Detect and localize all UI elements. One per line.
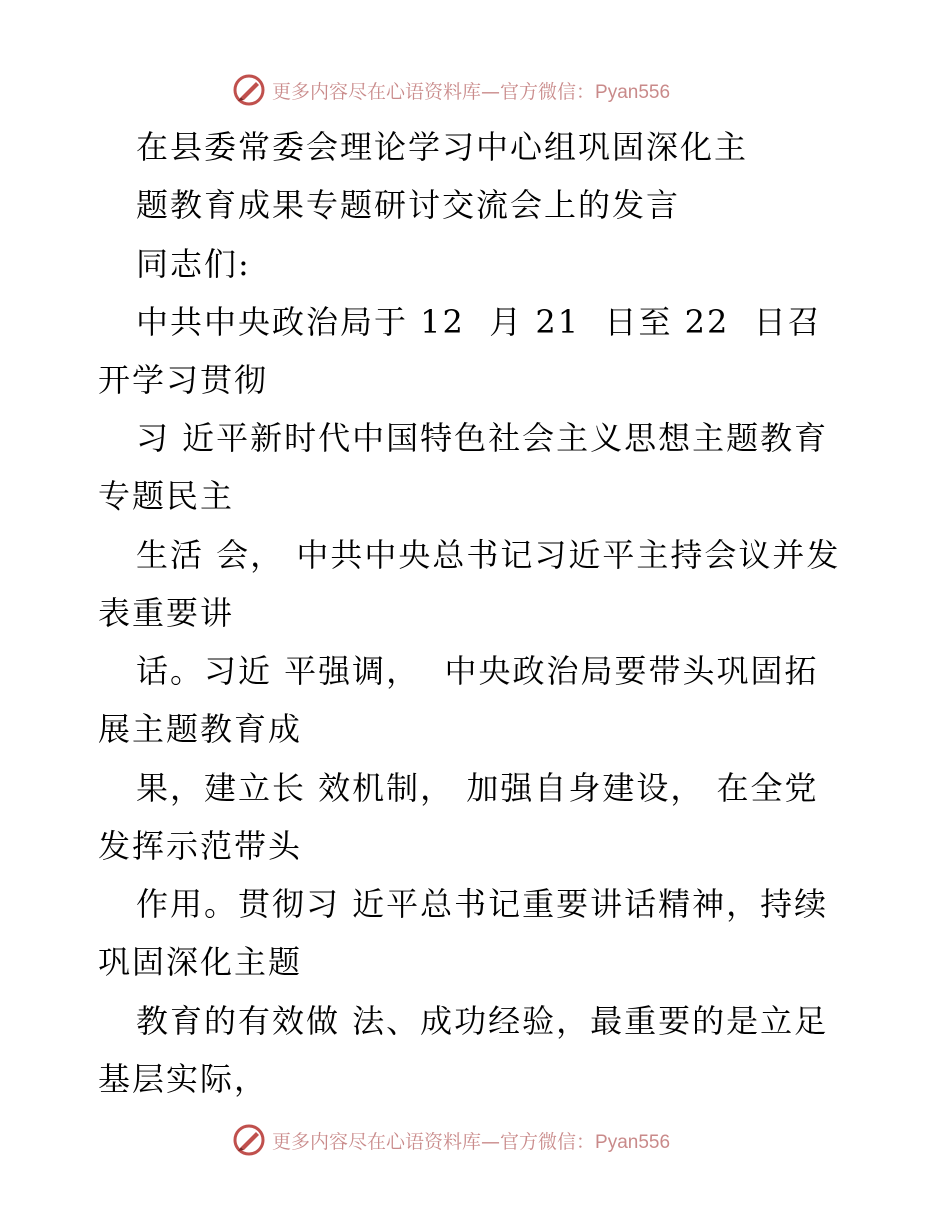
watermark-handle: Pyan556 (595, 81, 671, 103)
doc-line-9: 表重要讲 (98, 594, 235, 632)
doc-line-13: 发挥示范带头 (98, 827, 303, 865)
pen-logo-icon (232, 1123, 266, 1157)
watermark-handle: Pyan556 (595, 1131, 671, 1153)
doc-line-10: 话。习近 平强调， 中央政治局要带头巩固拓 (136, 652, 819, 690)
doc-line-1: 在县委常委会理论学习中心组巩固深化主 (136, 128, 749, 166)
pen-logo-icon (232, 73, 266, 107)
doc-line-6: 习 近平新时代中国特色社会主义思想主题教育 (136, 419, 829, 457)
watermark-text: 更多内容尽在心语资料库—官方微信：Pyan556 (272, 80, 671, 103)
watermark-banner-bottom (232, 1120, 712, 1160)
doc-line-8: 生活 会， 中共中央总书记习近平主持会议并发 (136, 536, 841, 574)
watermark-banner-top (232, 70, 712, 110)
doc-line-17: 基层实际， (98, 1060, 269, 1098)
doc-line-5: 开学习贯彻 (98, 361, 269, 399)
doc-line-11: 展主题教育成 (98, 710, 303, 748)
watermark-text: 更多内容尽在心语资料库—官方微信：Pyan556 (272, 1130, 671, 1153)
doc-line-12: 果，建立长 效机制， 加强自身建设， 在全党 (136, 769, 819, 807)
doc-line-14: 作用。贯彻习 近平总书记重要讲话精神，持续 (136, 885, 829, 923)
doc-line-3: 同志们: (136, 245, 251, 283)
doc-line-16: 教育的有效做 法、成功经验，最重要的是立足 (136, 1002, 829, 1040)
doc-line-7: 专题民主 (98, 477, 235, 515)
doc-line-2: 题教育成果专题研讨交流会上的发言 (136, 186, 681, 224)
doc-line-4: 中共中央政治局于 12 月 21 日至 22 日召 (136, 303, 822, 341)
doc-line-15: 巩固深化主题 (98, 943, 303, 981)
